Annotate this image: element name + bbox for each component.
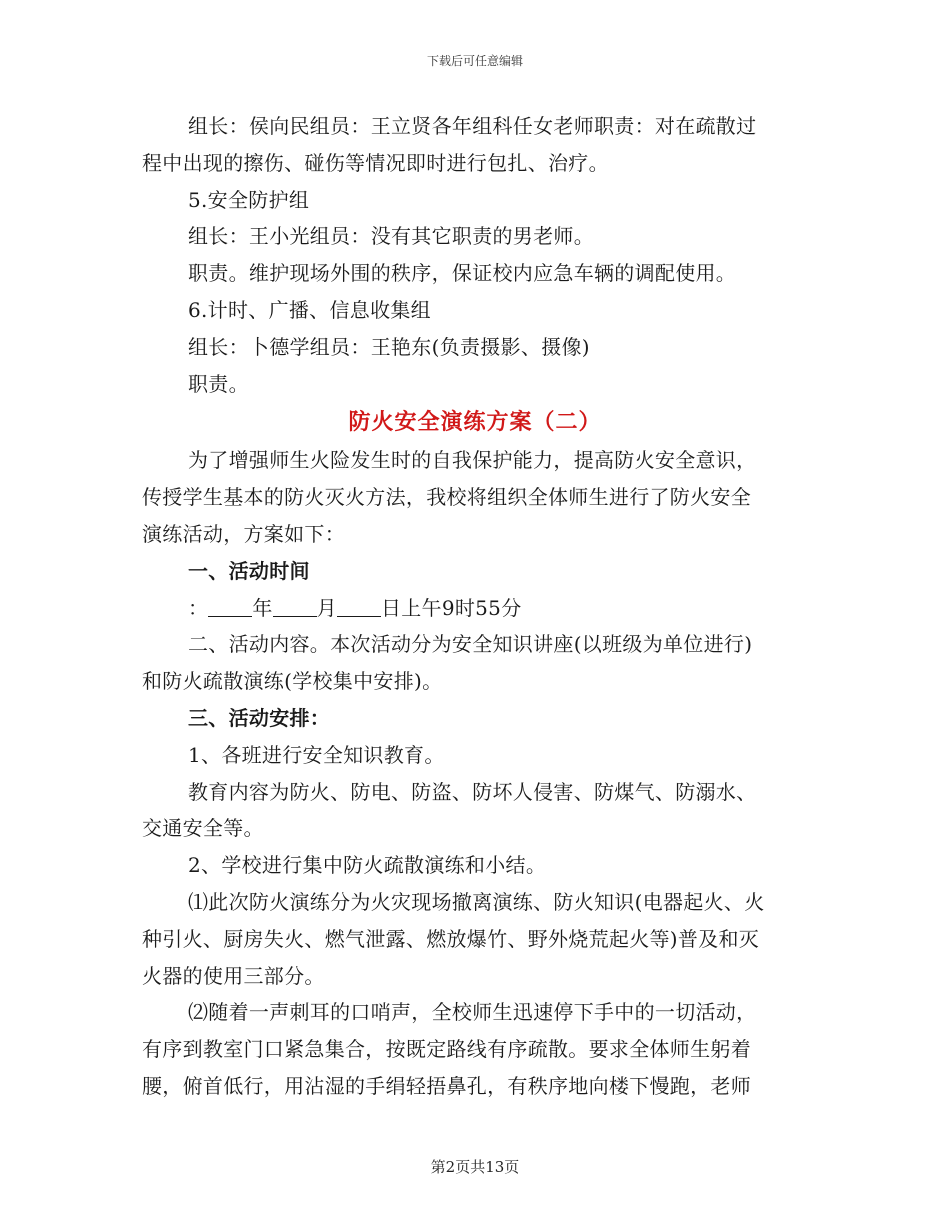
month-label: 月 xyxy=(316,595,337,620)
paragraph-line: 职责。 xyxy=(188,371,249,396)
list-item: 2、学校进行集中防火疏散演练和小结。 xyxy=(188,853,547,878)
day-blank xyxy=(337,598,381,617)
month-blank xyxy=(273,598,317,617)
document-title: 防火安全演练方案（二） xyxy=(348,409,602,436)
time-prefix: ： xyxy=(188,595,209,620)
section-heading: 三、活动安排： xyxy=(188,705,331,730)
paragraph-line: 种引火、厨房失火、燃气泄露、燃放爆竹、野外烧荒起火等)普及和灭 xyxy=(142,926,760,951)
paragraph-line: ⑴此次防火演练分为火灾现场撤离演练、防火知识(电器起火、火 xyxy=(188,889,765,914)
paragraph-line: 有序到教室门口紧急集合，按既定路线有序疏散。要求全体师生躬着 xyxy=(142,1037,751,1062)
year-label: 年 xyxy=(252,595,273,620)
paragraph-line: 火器的使用三部分。 xyxy=(142,963,325,988)
page-footer: 第2页共13页 xyxy=(430,1158,520,1176)
paragraph-line: 职责。维护现场外围的秩序，保证校内应急车辆的调配使用。 xyxy=(188,261,737,286)
paragraph-line: 教育内容为防火、防电、防盗、防坏人侵害、防煤气、防溺水、 xyxy=(188,779,757,804)
paragraph-line: ⑵随着一声刺耳的口哨声，全校师生迅速停下手中的一切活动， xyxy=(188,1000,757,1025)
document-body xyxy=(142,108,808,1105)
year-blank xyxy=(208,598,252,617)
paragraph-line: 和防火疏散演练(学校集中安排)。 xyxy=(142,669,443,694)
paragraph-line: 交通安全等。 xyxy=(142,816,264,841)
paragraph-line: 为了增强师生火险发生时的自我保护能力，提高防火安全意识， xyxy=(188,448,757,473)
paragraph-line: 组长：卜德学组员：王艳东(负责摄影、摄像) xyxy=(188,334,590,359)
paragraph-line: 组长：王小光组员：没有其它职责的男老师。 xyxy=(188,224,594,249)
activity-time-line xyxy=(142,590,808,627)
paragraph-line: 二、活动内容。本次活动分为安全知识讲座(以班级为单位进行) xyxy=(188,632,753,657)
list-item: 1、各班进行安全知识教育。 xyxy=(188,742,445,767)
section-heading: 5.安全防护组 xyxy=(188,187,310,212)
page-header: 下载后可任意编辑 xyxy=(426,54,523,68)
paragraph-line: 程中出现的擦伤、碰伤等情况即时进行包扎、治疗。 xyxy=(142,150,609,175)
section-heading: 6.计时、广播、信息收集组 xyxy=(188,297,431,322)
paragraph-line: 演练活动，方案如下： xyxy=(142,521,345,546)
paragraph-line: 传授学生基本的防火灭火方法，我校将组织全体师生进行了防火安全 xyxy=(142,485,751,510)
section-heading: 一、活动时间 xyxy=(188,558,310,583)
paragraph-line: 组长：侯向民组员：王立贤各年组科任女老师职责：对在疏散过 xyxy=(188,114,757,138)
paragraph-line: 腰，俯首低行，用沾湿的手绢轻捂鼻孔，有秩序地向楼下慢跑，老师 xyxy=(142,1073,751,1098)
time-rest: 日上午9时55分 xyxy=(380,595,522,620)
